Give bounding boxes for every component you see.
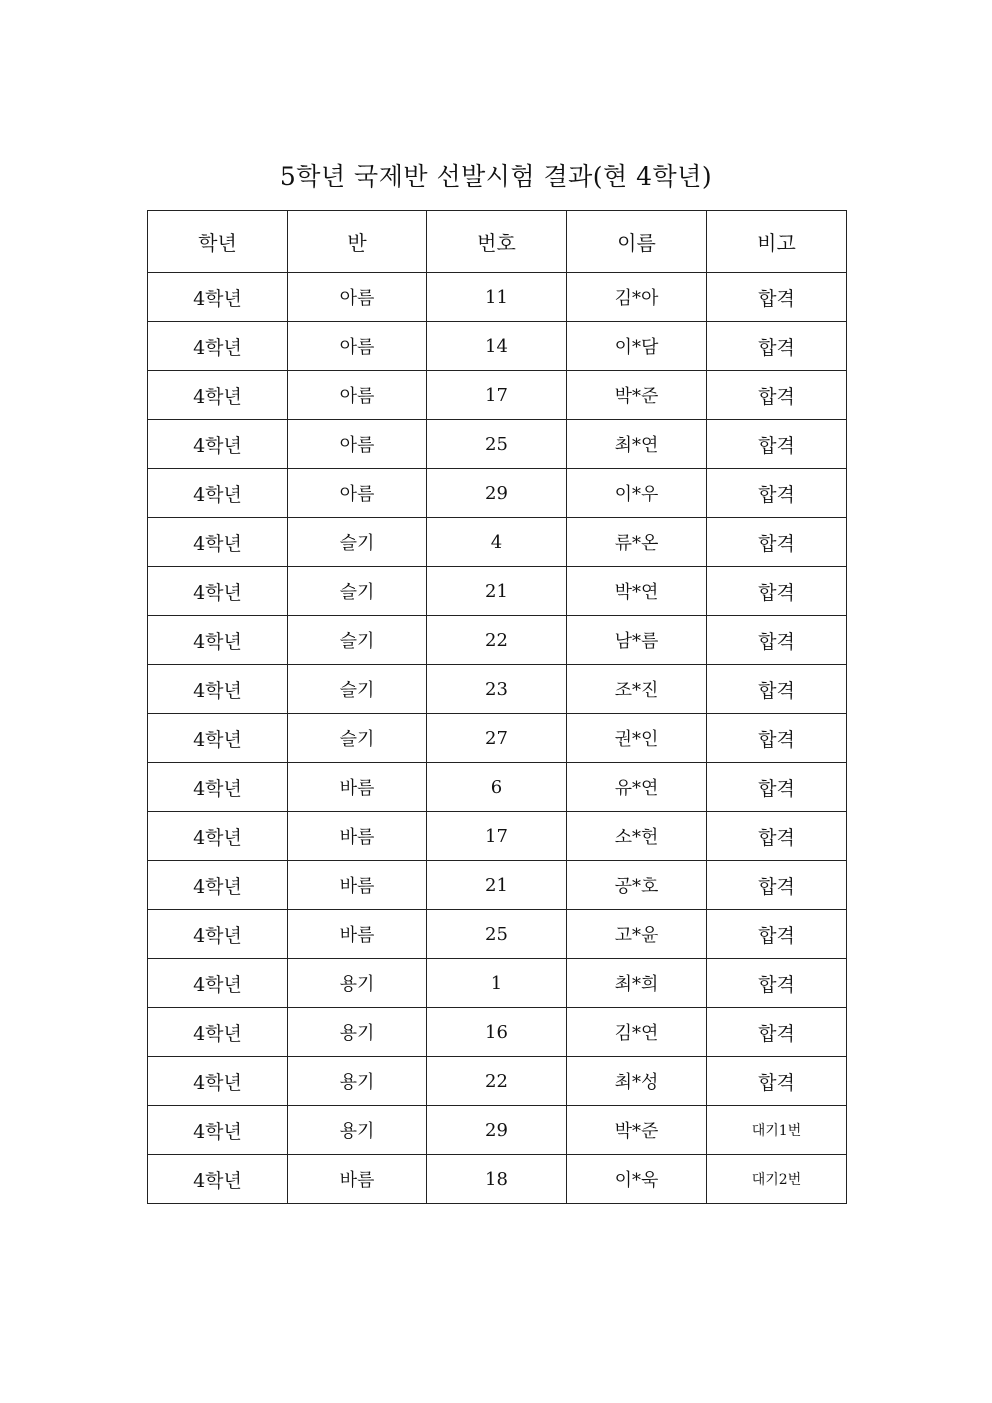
cell-grade: 4학년 (148, 616, 288, 665)
cell-number: 23 (427, 665, 567, 714)
cell-class: 용기 (288, 1008, 427, 1057)
table-row (148, 371, 847, 420)
cell-class: 아름 (288, 322, 427, 371)
table-header-row (148, 211, 847, 273)
header-grade: 학년 (148, 211, 288, 273)
cell-number: 25 (427, 910, 567, 959)
cell-grade: 4학년 (148, 567, 288, 616)
cell-number: 11 (427, 273, 567, 322)
table-row (148, 1155, 847, 1204)
table-row (148, 714, 847, 763)
cell-grade: 4학년 (148, 1008, 288, 1057)
cell-name: 박*준 (567, 371, 707, 420)
cell-grade: 4학년 (148, 763, 288, 812)
cell-grade: 4학년 (148, 420, 288, 469)
cell-name: 박*연 (567, 567, 707, 616)
cell-grade: 4학년 (148, 322, 288, 371)
cell-grade: 4학년 (148, 959, 288, 1008)
cell-name: 고*윤 (567, 910, 707, 959)
cell-name: 최*연 (567, 420, 707, 469)
cell-grade: 4학년 (148, 1106, 288, 1155)
cell-class: 아름 (288, 371, 427, 420)
cell-note: 합격 (707, 469, 847, 518)
header-number: 번호 (427, 211, 567, 273)
cell-number: 25 (427, 420, 567, 469)
cell-grade: 4학년 (148, 518, 288, 567)
table-row (148, 518, 847, 567)
cell-name: 김*아 (567, 273, 707, 322)
cell-name: 최*성 (567, 1057, 707, 1106)
cell-number: 17 (427, 812, 567, 861)
cell-name: 권*인 (567, 714, 707, 763)
cell-name: 박*준 (567, 1106, 707, 1155)
cell-note: 합격 (707, 665, 847, 714)
cell-class: 슬기 (288, 567, 427, 616)
table-row (148, 322, 847, 371)
cell-note: 합격 (707, 910, 847, 959)
cell-grade: 4학년 (148, 1155, 288, 1204)
cell-grade: 4학년 (148, 861, 288, 910)
cell-class: 바름 (288, 763, 427, 812)
cell-class: 아름 (288, 273, 427, 322)
table-row (148, 273, 847, 322)
cell-name: 이*우 (567, 469, 707, 518)
table-row (148, 567, 847, 616)
table-row (148, 665, 847, 714)
cell-name: 최*희 (567, 959, 707, 1008)
cell-class: 바름 (288, 1155, 427, 1204)
cell-number: 21 (427, 567, 567, 616)
cell-note: 대기1번 (707, 1106, 847, 1155)
cell-number: 17 (427, 371, 567, 420)
results-table (147, 210, 847, 1204)
cell-note: 합격 (707, 616, 847, 665)
cell-grade: 4학년 (148, 273, 288, 322)
cell-grade: 4학년 (148, 910, 288, 959)
cell-number: 29 (427, 1106, 567, 1155)
cell-note: 합격 (707, 322, 847, 371)
cell-class: 아름 (288, 469, 427, 518)
cell-number: 16 (427, 1008, 567, 1057)
cell-number: 18 (427, 1155, 567, 1204)
cell-class: 바름 (288, 812, 427, 861)
cell-note: 합격 (707, 371, 847, 420)
cell-class: 슬기 (288, 665, 427, 714)
cell-name: 유*연 (567, 763, 707, 812)
table-row (148, 763, 847, 812)
cell-note: 합격 (707, 420, 847, 469)
cell-note: 합격 (707, 812, 847, 861)
cell-note: 합격 (707, 861, 847, 910)
cell-class: 슬기 (288, 714, 427, 763)
cell-name: 소*헌 (567, 812, 707, 861)
cell-grade: 4학년 (148, 812, 288, 861)
cell-note: 대기2번 (707, 1155, 847, 1204)
cell-note: 합격 (707, 1008, 847, 1057)
cell-class: 용기 (288, 959, 427, 1008)
cell-name: 남*름 (567, 616, 707, 665)
cell-note: 합격 (707, 959, 847, 1008)
cell-name: 공*호 (567, 861, 707, 910)
cell-number: 22 (427, 1057, 567, 1106)
cell-grade: 4학년 (148, 665, 288, 714)
cell-note: 합격 (707, 567, 847, 616)
cell-grade: 4학년 (148, 714, 288, 763)
cell-name: 이*담 (567, 322, 707, 371)
table-row (148, 616, 847, 665)
cell-grade: 4학년 (148, 1057, 288, 1106)
table-row (148, 469, 847, 518)
cell-class: 용기 (288, 1106, 427, 1155)
header-class: 반 (288, 211, 427, 273)
cell-class: 용기 (288, 1057, 427, 1106)
table-row (148, 910, 847, 959)
document-title: 5학년 국제반 선발시험 결과(현 4학년) (279, 162, 713, 191)
cell-number: 29 (427, 469, 567, 518)
cell-number: 27 (427, 714, 567, 763)
cell-class: 바름 (288, 910, 427, 959)
cell-grade: 4학년 (148, 371, 288, 420)
cell-class: 슬기 (288, 518, 427, 567)
cell-note: 합격 (707, 273, 847, 322)
table-row (148, 1106, 847, 1155)
cell-name: 김*연 (567, 1008, 707, 1057)
results-table-body (148, 273, 847, 1204)
cell-note: 합격 (707, 518, 847, 567)
cell-number: 21 (427, 861, 567, 910)
cell-class: 슬기 (288, 616, 427, 665)
cell-name: 조*진 (567, 665, 707, 714)
cell-note: 합격 (707, 1057, 847, 1106)
cell-grade: 4학년 (148, 469, 288, 518)
table-row (148, 1057, 847, 1106)
cell-name: 이*욱 (567, 1155, 707, 1204)
cell-number: 4 (427, 518, 567, 567)
table-row (148, 1008, 847, 1057)
cell-name: 류*온 (567, 518, 707, 567)
cell-number: 1 (427, 959, 567, 1008)
table-row (148, 812, 847, 861)
header-note: 비고 (707, 211, 847, 273)
table-row (148, 420, 847, 469)
cell-number: 6 (427, 763, 567, 812)
cell-note: 합격 (707, 763, 847, 812)
cell-note: 합격 (707, 714, 847, 763)
table-row (148, 861, 847, 910)
cell-class: 아름 (288, 420, 427, 469)
cell-number: 14 (427, 322, 567, 371)
cell-number: 22 (427, 616, 567, 665)
header-name: 이름 (567, 211, 707, 273)
cell-class: 바름 (288, 861, 427, 910)
table-row (148, 959, 847, 1008)
